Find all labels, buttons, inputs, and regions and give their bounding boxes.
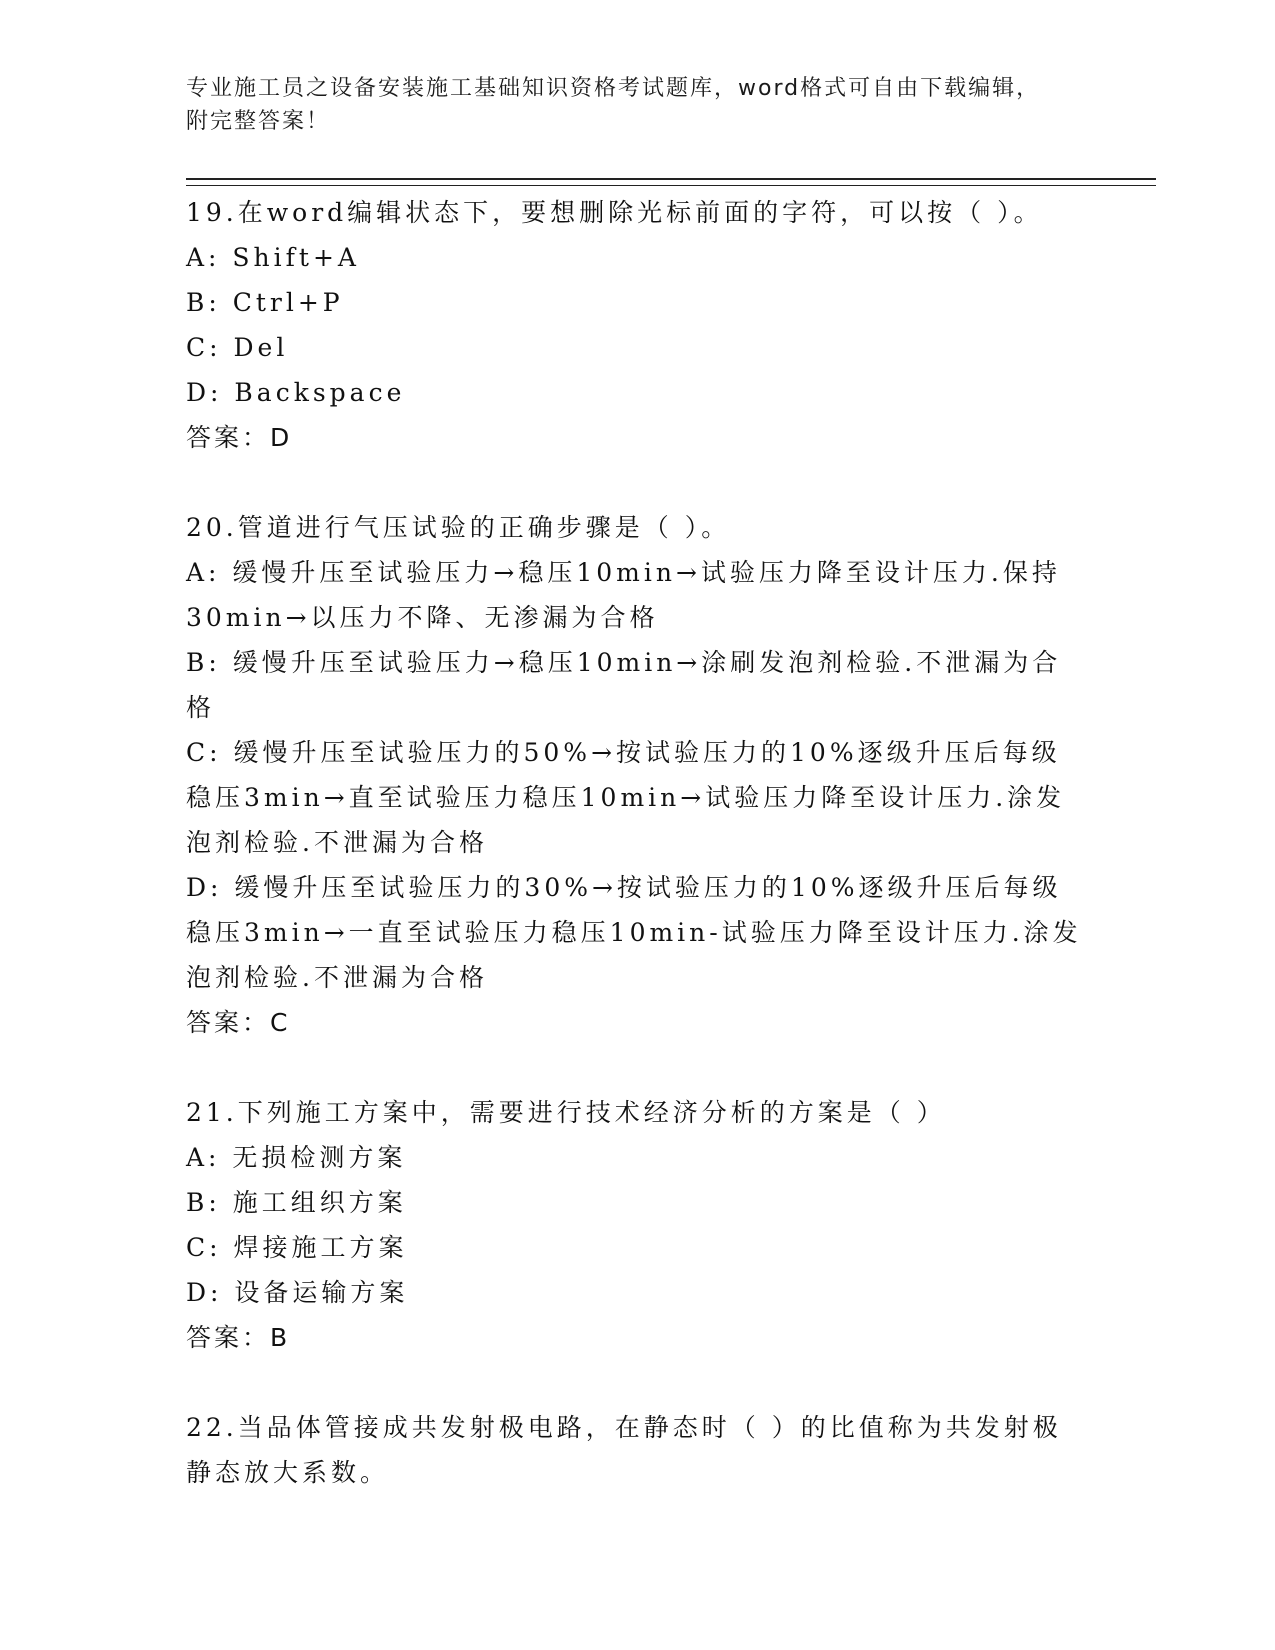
question-stem: 19.在word编辑状态下，要想删除光标前面的字符，可以按（ ）。: [186, 198, 1043, 227]
option-c: C: 焊接施工方案: [186, 1233, 408, 1262]
option-b: B: 缓慢升压至试验压力→稳压10min→涂刷发泡剂检验.不泄漏为合格: [186, 648, 1062, 722]
option-c: C: Del: [186, 333, 289, 362]
option-d: D: Backspace: [186, 378, 406, 407]
header-line-1: 专业施工员之设备安装施工基础知识资格考试题库，word格式可自由下载编辑，: [186, 76, 1041, 101]
document-header: [186, 72, 1086, 138]
option-b: B: Ctrl+P: [186, 288, 344, 317]
option-d: D: 设备运输方案: [186, 1278, 409, 1307]
option-a: A: Shift+A: [186, 243, 360, 272]
question-19: [186, 190, 1086, 460]
question-22: [186, 1405, 1086, 1495]
option-a: A: 无损检测方案: [186, 1143, 407, 1172]
option-a: A: 缓慢升压至试验压力→稳压10min→试验压力降至设计压力.保持30min→以压力不降、无渗漏为合格: [186, 558, 1061, 632]
question-stem: 21.下列施工方案中，需要进行技术经济分析的方案是（ ）: [186, 1098, 946, 1127]
header-line-2: 附完整答案！: [186, 109, 331, 134]
option-b: B: 施工组织方案: [186, 1188, 407, 1217]
header-divider: [186, 178, 1156, 186]
answer-line: 答案：C: [186, 1008, 291, 1037]
question-20: [186, 505, 1086, 1045]
option-d: D: 缓慢升压至试验压力的30%→按试验压力的10%逐级升压后每级稳压3min→一直至试验压力稳压10min-试验压力降至设计压力.涂发泡剂检验.不泄漏为合格: [186, 873, 1082, 992]
option-c: C: 缓慢升压至试验压力的50%→按试验压力的10%逐级升压后每级稳压3min→直至试验压力稳压10min→试验压力降至设计压力.涂发泡剂检验.不泄漏为合格: [186, 738, 1066, 857]
question-stem: 20.管道进行气压试验的正确步骤是（ ）。: [186, 513, 731, 542]
question-stem: 22.当品体管接成共发射极电路，在静态时（ ）的比值称为共发射极静态放大系数。: [186, 1413, 1062, 1487]
question-list: [186, 190, 1086, 1540]
answer-line: 答案：D: [186, 423, 293, 452]
question-21: [186, 1090, 1086, 1360]
answer-line: 答案：B: [186, 1323, 291, 1352]
